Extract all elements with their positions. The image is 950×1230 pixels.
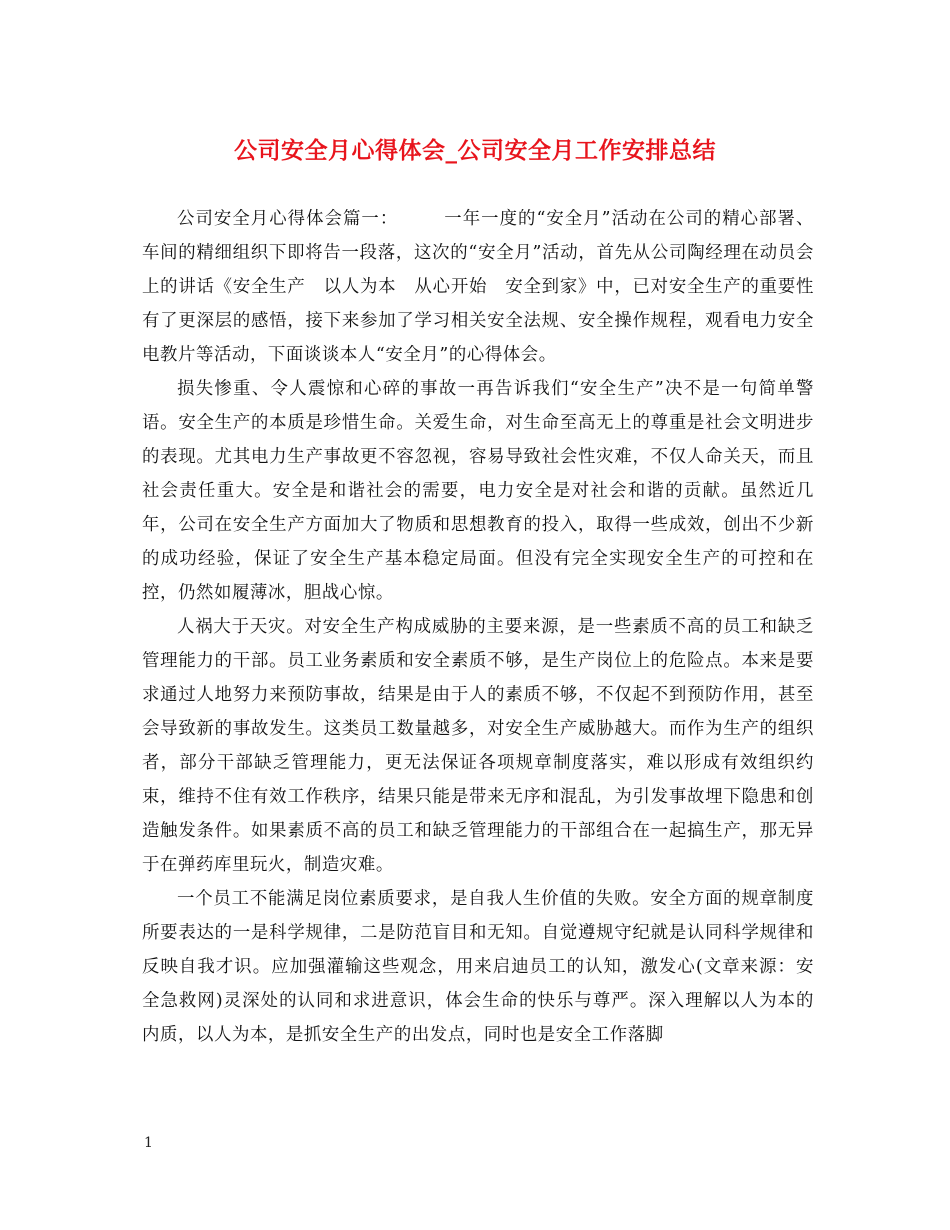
paragraph-4: 一个员工不能满足岗位素质要求，是自我人生价值的失败。安全方面的规章制度所要表达的一是科学规律，二是防范盲目和无知。自觉遵规守纪就是认同科学规律和反映自我才识。应加强灌输这些观念，用来启迪员工的认知，激发心(文章来源：安全急救网)灵深处的认同和求进意识，体会生命的快乐与尊严。深入理解以人为本的内质，以人为本，是抓安全生产的出发点，同时也是安全工作落脚 bbox=[142, 889, 814, 1045]
document-body bbox=[142, 202, 814, 1052]
intro-label: 公司安全月心得体会篇一： bbox=[177, 209, 399, 229]
document-title: 公司安全月心得体会_公司安全月工作安排总结 bbox=[234, 137, 716, 164]
paragraph-1 bbox=[142, 202, 814, 372]
paragraph-3: 人祸大于天灾。对安全生产构成威胁的主要来源，是一些素质不高的员工和缺乏管理能力的干部。员工业务素质和安全素质不够，是生产岗位上的危险点。本来是要求通过人地努力来预防事故，结果是由于人的素质不够，不仅起不到预防作用，甚至会导致新的事故发生。这类员工数量越多，对安全生产威胁越大。而作为生产的组织者，部分干部缺乏管理能力，更无法保证各项规章制度落实，难以形成有效组织约束，维持不住有效工作秩序，结果只能是带来无序和混乱，为引发事故埋下隐患和创造触发条件。如果素质不高的员工和缺乏管理能力的干部组合在一起搞生产，那无异于在弹药库里玩火，制造灾难。 bbox=[142, 617, 814, 875]
page-number: 1 bbox=[144, 1135, 153, 1151]
paragraph-1-text: 一年一度的“安全月”活动在公司的精心部署、车间的精细组织下即将告一段落，这次的“安全月”活动，首先从公司陶经理在动员会上的讲话《安全生产 以人为本 从心开始 安全到家》中，已对安全生产的重要性有了更深层的感悟，接下来参加了学习相关安全法规、安全操作规程，观看电力安全电教片等活动，下面谈谈本人“安全月”的心得体会。 bbox=[142, 209, 814, 365]
paragraph-2: 损失惨重、令人震惊和心碎的事故一再告诉我们“安全生产”决不是一句简单警语。安全生产的本质是珍惜生命。关爱生命，对生命至高无上的尊重是社会文明进步的表现。尤其电力生产事故更不容忽视，容易导致社会性灾难，不仅人命关天，而且社会责任重大。安全是和谐社会的需要，电力安全是对社会和谐的贡献。虽然近几年，公司在安全生产方面加大了物质和思想教育的投入，取得一些成效，创出不少新的成功经验，保证了安全生产基本稳定局面。但没有完全实现安全生产的可控和在控，仍然如履薄冰，胆战心惊。 bbox=[142, 379, 814, 603]
